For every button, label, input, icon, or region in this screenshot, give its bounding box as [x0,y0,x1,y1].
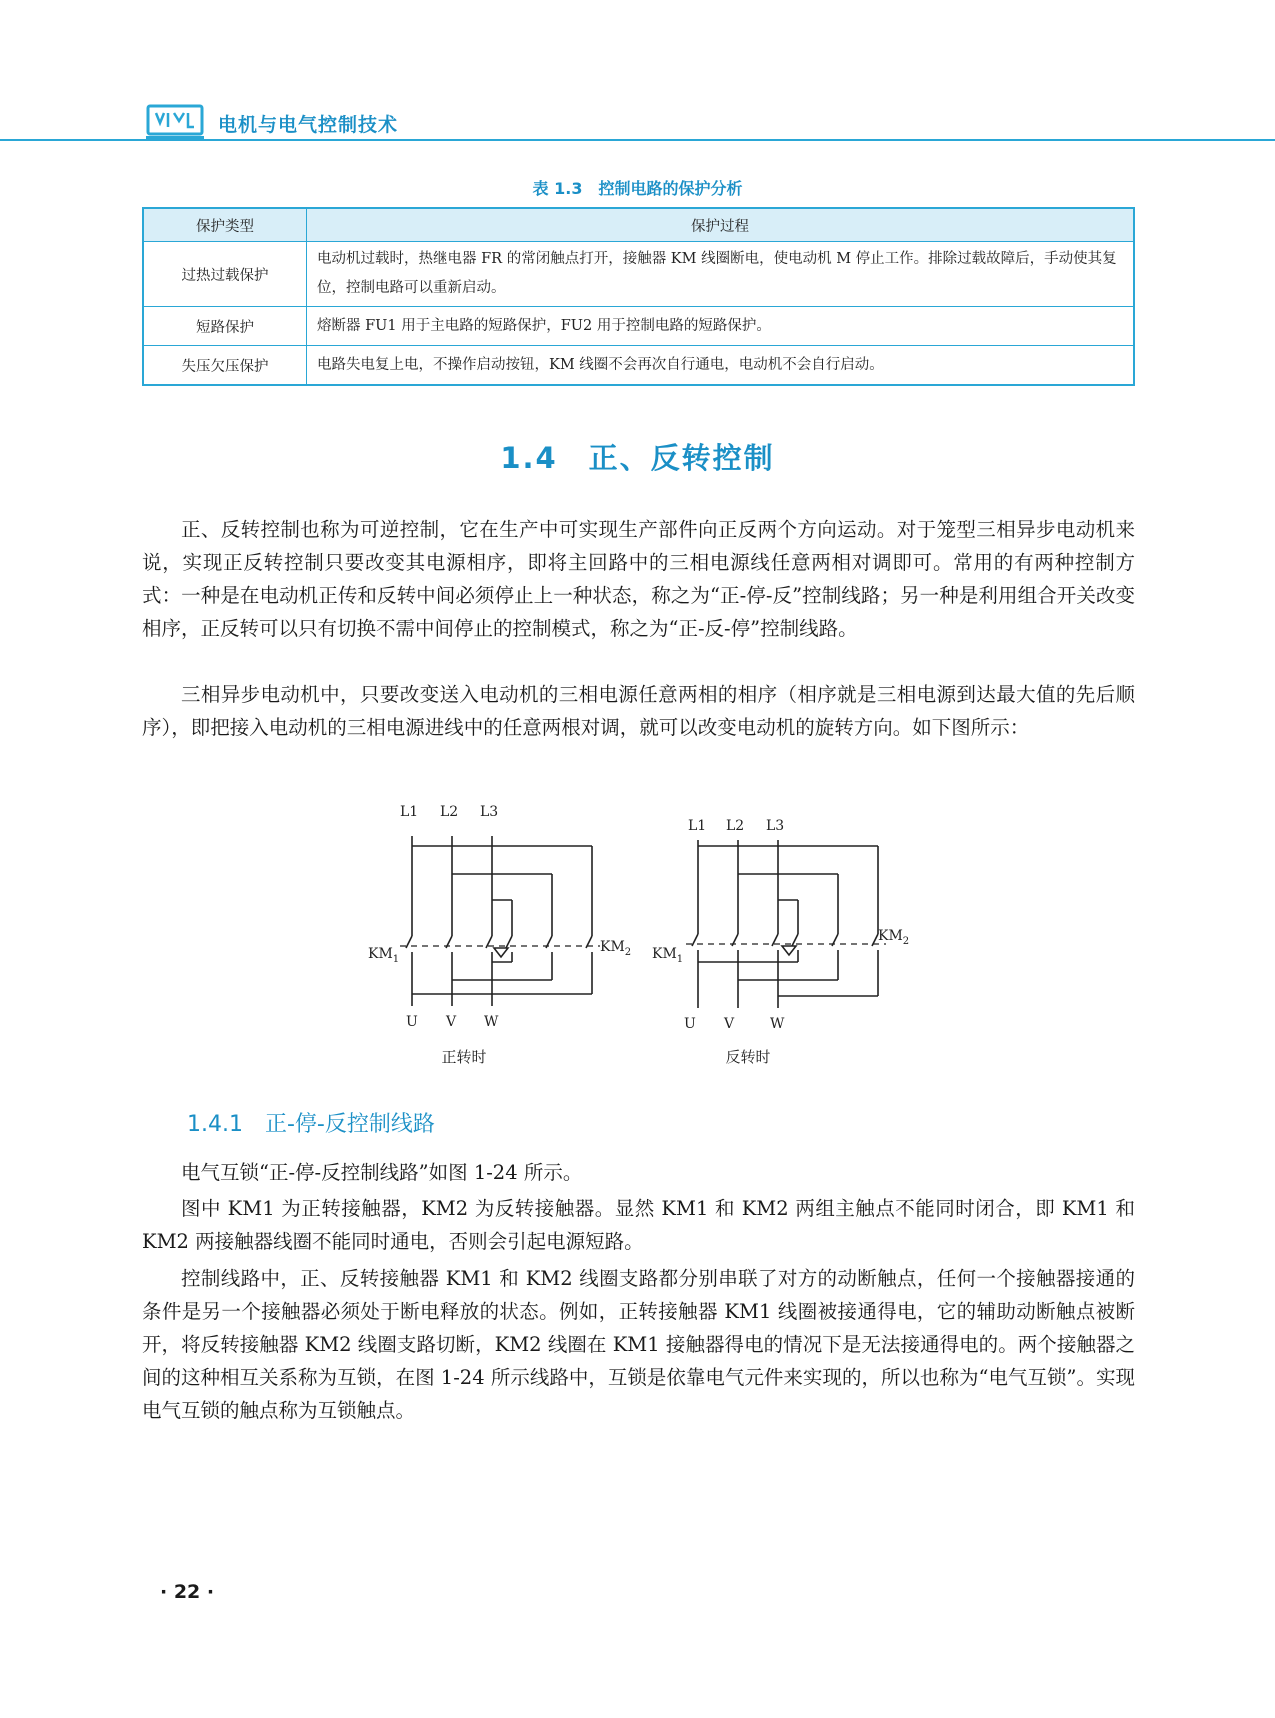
column-header: 保护类型 [143,208,307,242]
paragraph: 图中 KM1 为正转接触器，KM2 为反转接触器。显然 KM1 和 KM2 两组主触点不能同时闭合，即 KM1 和 KM2 两接触器线圈不能同时通电，否则会引起电源短路。 [142,1197,1135,1253]
km1-label: $KM_1$ [368,946,400,965]
paragraph: 控制线路中，正、反转接触器 KM1 和 KM2 线圈支路都分别串联了对方的动断触点，任何一个接触器接通的条件是另一个接触器必须处于断电释放的状态。例如，正转接触器 KM1 线圈被接通得电，它的辅助动断触点被断开，将反转接触器 KM2 线圈支路切断，KM2 线圈在 KM1 接触器得电的情况下是无法接通得电的。两个接触器之间的这种相互关系称为互锁，在图 1-24 所示线路中，互锁是依靠电气元件来实现的，所以也称为“电气互锁”。实现电气互锁的触点称为互锁触点。 [142,1267,1135,1422]
column-header: 保护过程 [307,208,1135,242]
output-label-u: U [406,1014,418,1030]
subsection-title: 1.4.1 正-停-反控制线路 [187,1112,435,1137]
page-number: · 22 · [160,1581,215,1603]
table-row [143,346,1134,386]
reverse-circuit-svg [648,812,938,1038]
paragraph: 三相异步电动机中，只要改变送入电动机的三相电源任意两相的相序（相序就是三相电源到达最大值的先后顺序），即把接入电动机的三相电源进线中的任意两根对调，就可以改变电动机的旋转方向。如下图所示： [142,683,1135,739]
section-title: 1.4 正、反转控制 [500,441,775,475]
input-label-l1: L1 [400,804,419,820]
table-row [143,307,1134,346]
output-label-w: W [770,1016,785,1032]
forward-circuit-svg [360,796,650,1036]
reverse-circuit-diagram [648,812,938,1038]
km1-label: $KM_1$ [652,946,684,965]
forward-circuit-diagram [360,796,650,1036]
book-title: 电机与电气控制技术 [218,114,399,136]
book-logo-icon [146,103,204,143]
table-row [143,242,1134,307]
header-divider [0,139,1275,141]
protection-process-cell: 电动机过载时，热继电器 FR 的常闭触点打开，接触器 KM 线圈断电，使电动机 M 停止工作。排除过载故障后，手动使其复位，控制电路可以重新启动。 [307,242,1135,307]
input-label-l2: L2 [440,804,459,820]
protection-table [142,207,1135,386]
output-label-w: W [484,1014,499,1030]
forward-caption: 正转时 [441,1048,487,1066]
protection-process-cell: 熔断器 FU1 用于主电路的短路保护，FU2 用于控制电路的短路保护。 [307,307,1135,346]
paragraph: 电气互锁“正-停-反控制线路”如图 1-24 所示。 [181,1161,583,1184]
protection-type-cell: 短路保护 [143,307,307,346]
km2-label: $KM_2$ [878,928,910,947]
input-label-l3: L3 [766,818,785,834]
protection-type-cell: 失压欠压保护 [143,346,307,386]
output-label-v: V [724,1016,735,1032]
output-label-u: U [684,1016,696,1032]
table-caption: 表 1.3 控制电路的保护分析 [532,179,743,198]
paragraph: 正、反转控制也称为可逆控制，它在生产中可实现生产部件向正反两个方向运动。对于笼型三相异步电动机来说，实现正反转控制只要改变其电源相序，即将主回路中的三相电源线任意两相对调即可。常用的有两种控制方式：一种是在电动机正传和反转中间必须停止上一种状态，称之为“正-停-反”控制线路；另一种是利用组合开关改变相序，正反转可以只有切换不需中间停止的控制模式，称之为“正-反-停”控制线路。 [142,518,1135,640]
input-label-l1: L1 [688,818,707,834]
input-label-l2: L2 [726,818,745,834]
input-label-l3: L3 [480,804,499,820]
output-label-v: V [446,1014,457,1030]
protection-process-cell: 电路失电复上电，不操作启动按钮，KM 线圈不会再次自行通电，电动机不会自行启动。 [307,346,1135,386]
table-header-row [143,208,1134,242]
reverse-caption: 反转时 [725,1048,771,1066]
protection-type-cell: 过热过载保护 [143,242,307,307]
km2-label: $KM_2$ [600,939,632,958]
